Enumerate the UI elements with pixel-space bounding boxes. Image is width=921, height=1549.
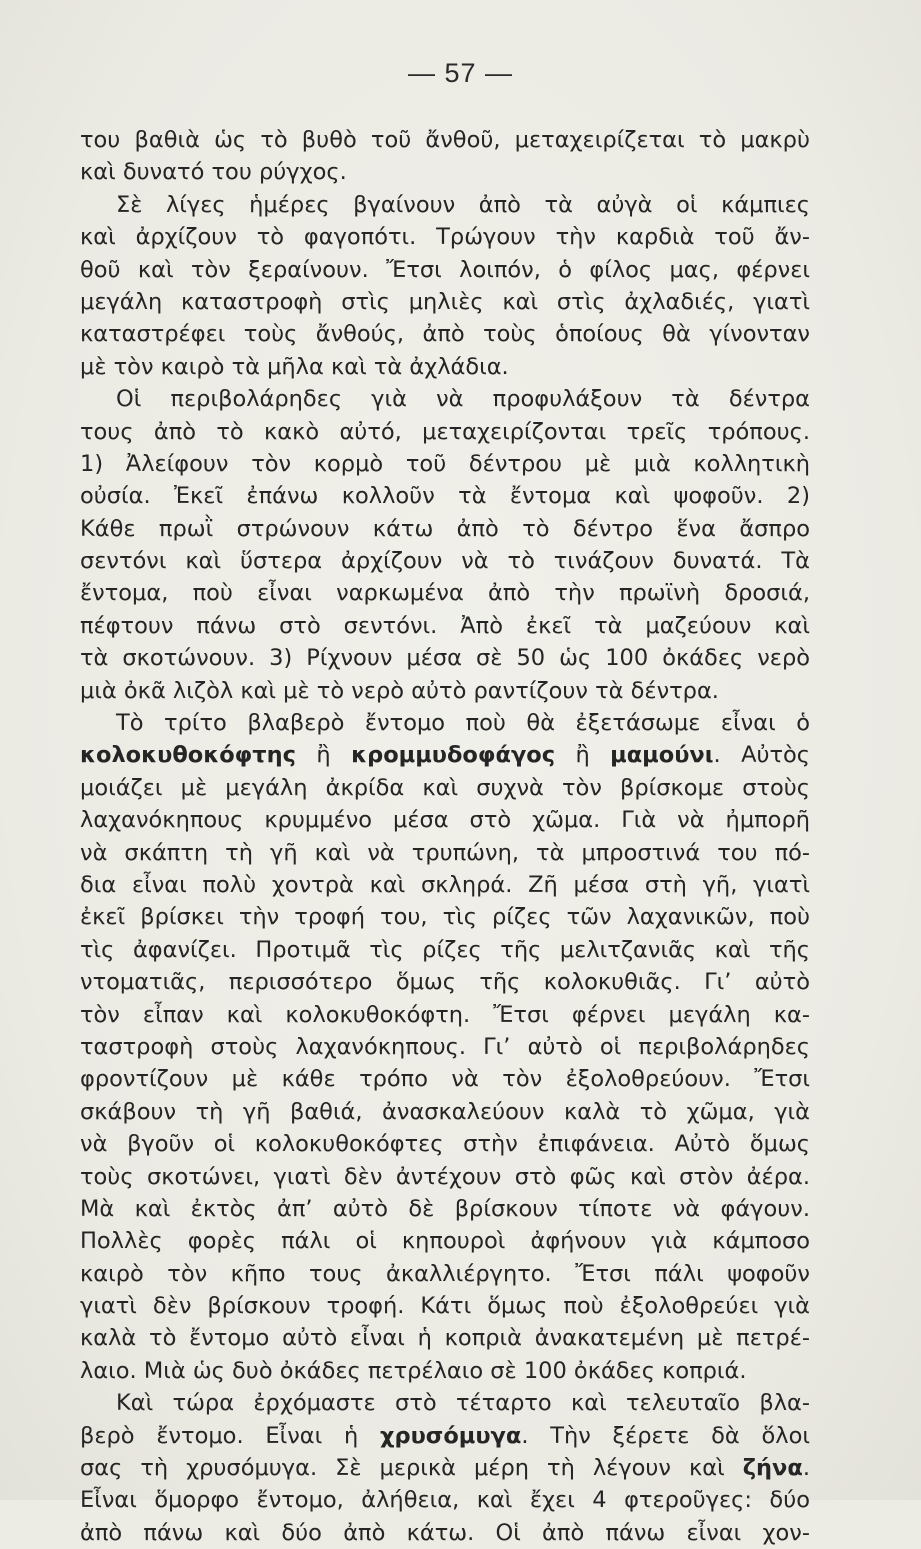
text-line: τὸν εἶπαν καὶ κολοκυθοκόφτη. Ἔτσι φέρνει μεγάλη κα- [80, 1001, 810, 1028]
text-line: μεγάλη καταστροφὴ στὶς μηλιὲς καὶ στὶς ἀχλαδιές, γιατὶ [80, 288, 810, 315]
text-segment: ἢ [555, 742, 611, 769]
text-line: λαιο. Μιὰ ὡς δυὸ ὀκάδες πετρέλαιο σὲ 100 ὀκάδες κοπριά. [80, 1357, 747, 1384]
bold-term: μαμούνι [610, 742, 714, 769]
text-line: θοῦ καὶ τὸν ξεραίνουν. Ἔτσι λοιπόν, ὁ φίλος μας, φέρνει [80, 256, 810, 283]
text-line: καὶ ἀρχίζουν τὸ φαγοπότι. Τρώγουν τὴν καρδιὰ τοῦ ἄν- [80, 224, 810, 251]
text-line: καιρὸ τὸν κῆπο τους ἀκαλλιέργητο. Ἔτσι πάλι ψοφοῦν [80, 1260, 810, 1287]
text-segment: . Τὴν ξέρετε δὰ ὅλοι [521, 1422, 810, 1449]
text-line [80, 739, 810, 771]
text-line: φροντίζουν μὲ κάθε τρόπο νὰ τὸν ἐξολοθρεύουν. Ἔτσι [80, 1066, 810, 1093]
text-line: Μὰ καὶ ἐκτὸς ἀπ’ αὐτὸ δὲ βρίσκουν τίποτε νὰ φάγουν. [80, 1195, 810, 1222]
text-line: τους ἀπὸ τὸ κακὸ αὐτό, μεταχειρίζονται τρεῖς τρόπους. [80, 418, 810, 445]
bold-term: χρυσόμυγα [379, 1422, 522, 1449]
text-line: τὶς ἀφανίζει. Προτιμᾶ τὶς ρίζες τῆς μελιτζανιᾶς καὶ τῆς [80, 936, 810, 963]
text-line: οὐσία. Ἐκεῖ ἐπάνω κολλοῦν τὰ ἔντομα καὶ ψοφοῦν. 2) [80, 483, 810, 510]
page-number: — 57 — [407, 58, 514, 88]
text-line: Σὲ λίγες ἡμέρες βγαίνουν ἀπὸ τὰ αὐγὰ οἱ κάμπιες [116, 191, 810, 218]
text-segment: βερὸ ἔντομο. Εἶναι ἡ [80, 1422, 380, 1449]
text-line: ἀπὸ πάνω καὶ δύο ἀπὸ κάτω. Οἱ ἀπὸ πάνω εἶναι χον- [80, 1519, 810, 1546]
text-line: Οἱ περιβολάρηδες γιὰ νὰ προφυλάξουν τὰ δέντρα [116, 386, 810, 413]
bold-term: κρομμυδοφάγος [351, 742, 556, 769]
text-line: ἔντομα, ποὺ εἶναι ναρκωμένα ἀπὸ τὴν πρωϊνὴ δροσιά, [80, 580, 810, 607]
text-line: δια εἶναι πολὺ χοντρὰ καὶ σκληρά. Ζῆ μέσα στὴ γῆ, γιατὶ [80, 871, 810, 898]
text-line: 1) Ἀλείφουν τὸν κορμὸ τοῦ δέντρου μὲ μιὰ κολλητικὴ [80, 450, 810, 477]
text-line: μὲ τὸν καιρὸ τὰ μῆλα καὶ τὰ ἀχλάδια. [80, 353, 509, 380]
text-line: γιατὶ δὲν βρίσκουν τροφή. Κάτι ὅμως ποὺ ἐξολοθρεύει γιὰ [80, 1293, 810, 1320]
text-line: μιὰ ὀκᾶ λιζὸλ καὶ μὲ τὸ νερὸ αὐτὸ ραντίζουν τὰ δέντρα. [80, 677, 719, 704]
bold-term: κολοκυθοκόφτης [80, 742, 296, 769]
text-line: νὰ βγοῦν οἱ κολοκυθοκόφτες στὴν ἐπιφάνεια. Αὐτὸ ὅμως [80, 1131, 810, 1158]
text-line: Τὸ τρίτο βλαβερὸ ἔντομο ποὺ θὰ ἐξετάσωμε εἶναι ὁ [116, 710, 810, 737]
text-line: πέφτουν πάνω στὸ σεντόνι. Ἀπὸ ἐκεῖ τὰ μαζεύουν καὶ [80, 612, 810, 639]
text-line: λαχανόκηπους κρυμμένο μέσα στὸ χῶμα. Γιὰ νὰ ἠμπορῆ [80, 807, 810, 834]
text-line [80, 1420, 810, 1452]
body-text [80, 124, 810, 1549]
text-line: Καὶ τώρα ἐρχόμαστε στὸ τέταρτο καὶ τελευταῖο βλα- [116, 1390, 810, 1417]
text-line: ταστροφὴ στοὺς λαχανόκηπους. Γι’ αὐτὸ οἱ περιβολάρηδες [80, 1033, 810, 1060]
text-segment: σας τὴ χρυσόμυγα. Σὲ μερικὰ μέρη τὴ λέγουν καὶ [80, 1455, 743, 1482]
text-line: Πολλὲς φορὲς πάλι οἱ κηπουροὶ ἀφήνουν γιὰ κάμποσο [80, 1228, 810, 1255]
text-line: καταστρέφει τοὺς ἄνθούς, ἀπὸ τοὺς ὁποίους θὰ γίνονταν [80, 321, 810, 348]
text-line: του βαθιὰ ὡς τὸ βυθὸ τοῦ ἄνθοῦ, μεταχειρίζεται τὸ μακρὺ [80, 127, 810, 153]
text-line: ντοματιᾶς, περισσότερο ὅμως τῆς κολοκυθιᾶς. Γι’ αὐτὸ [80, 969, 810, 996]
text-line: σκάβουν τὴ γῆ βαθιά, ἀνασκαλεύουν καλὰ τὸ χῶμα, γιὰ [80, 1098, 810, 1125]
text-segment: . Αὐτὸς [713, 742, 810, 769]
text-line: ἐκεῖ βρίσκει τὴν τροφή του, τὶς ρίζες τῶν λαχανικῶν, ποὺ [80, 904, 810, 931]
text-line: καλὰ τὸ ἔντομο αὐτὸ εἶναι ἡ κοπριὰ ἀνακατεμένη μὲ πετρέ- [80, 1325, 810, 1352]
text-line [80, 1452, 810, 1484]
text-segment: ἢ [296, 742, 352, 769]
text-line: μοιάζει μὲ μεγάλη ἀκρίδα καὶ συχνὰ τὸν βρίσκομε στοὺς [80, 774, 810, 801]
text-line: Κάθε πρωῒ στρώνουν κάτω ἀπὸ τὸ δέντρο ἕνα ἄσπρο [80, 515, 810, 542]
text-line: νὰ σκάπτη τὴ γῆ καὶ νὰ τρυπώνη, τὰ μπροστινά του πό- [80, 839, 810, 866]
text-line: τὰ σκοτώνουν. 3) Ρίχνουν μέσα σὲ 50 ὡς 100 ὀκάδες νερὸ [80, 645, 810, 672]
text-line: τοὺς σκοτώνει, γιατὶ δὲν ἀντέχουν στὸ φῶς καὶ στὸν ἀέρα. [80, 1163, 810, 1190]
text-segment: . [802, 1455, 810, 1482]
text-line: καὶ δυνατό του ρύγχος. [80, 159, 347, 186]
bold-term: ζήνα [742, 1455, 803, 1482]
text-line: Εἶναι ὅμορφο ἔντομο, ἀλήθεια, καὶ ἔχει 4 φτεροῦγες: δύο [80, 1487, 810, 1514]
text-line: σεντόνι καὶ ὕστερα ἀρχίζουν νὰ τὸ τινάζουν δυνατά. Τὰ [80, 548, 810, 575]
